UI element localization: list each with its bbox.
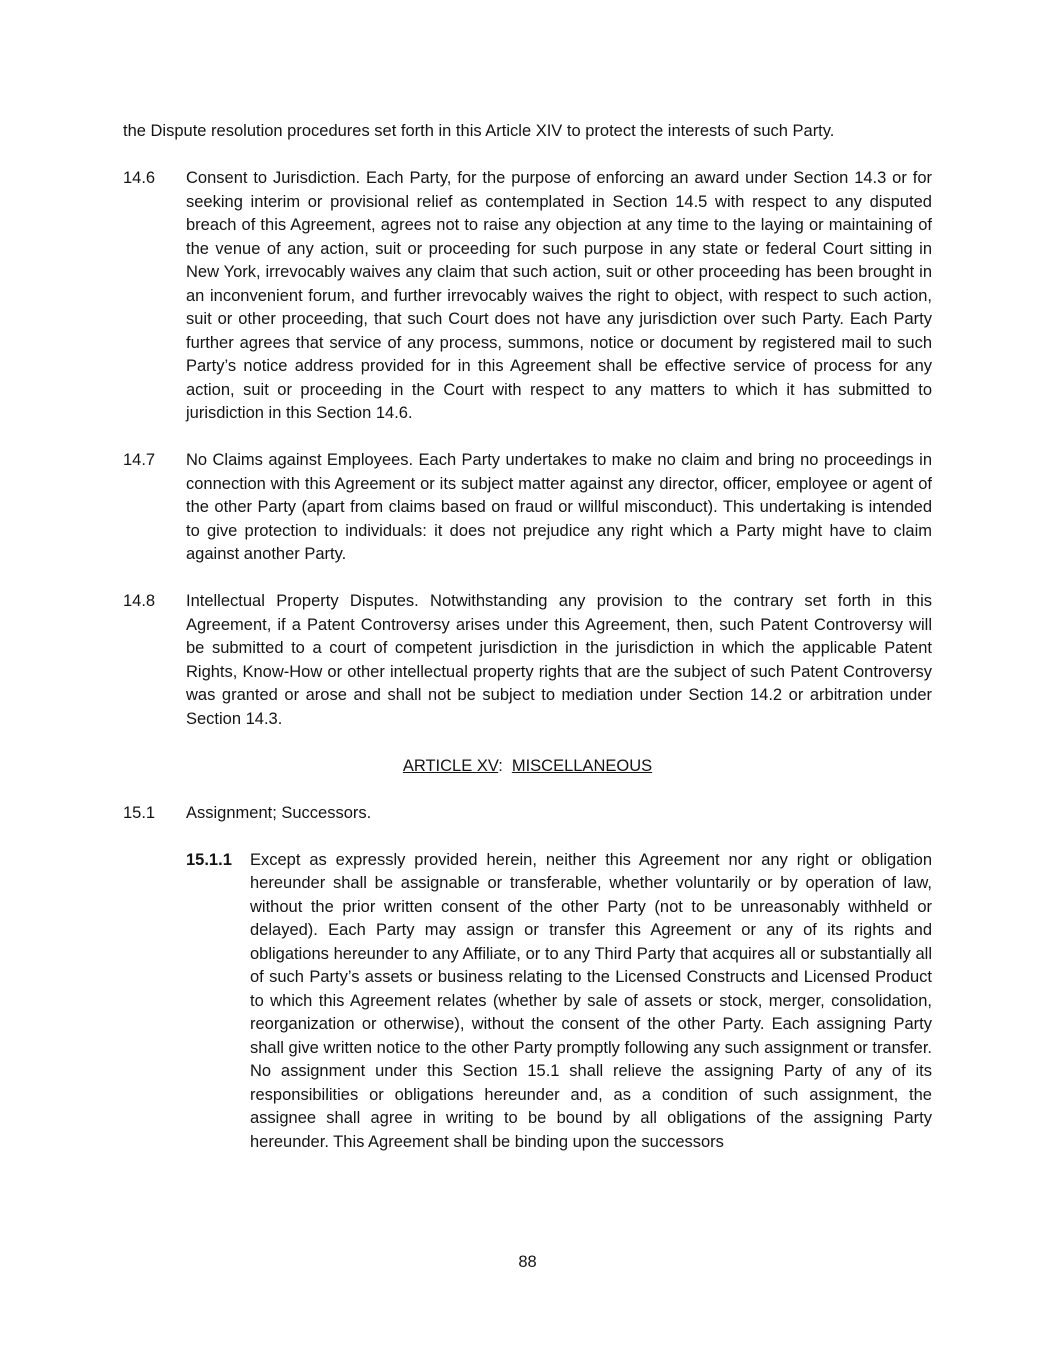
section-15-1 (123, 802, 932, 826)
section-14-8 (123, 590, 932, 731)
section-14-7 (123, 449, 932, 567)
section-number: 15.1 (123, 803, 156, 822)
paragraph-continuation: the Dispute resolution procedures set forth in this Article XIV to protect the interests of such Party. (123, 122, 835, 140)
section-text: Consent to Jurisdiction. Each Party, for the purpose of enforcing an award under Section 14.3 or for seeking interim or provisional relief as contemplated in Section 14.5 with respect to any disputed breach of this Agreement, agrees not to raise any objection at any time to the laying or maintaining of the venue of any action, suit or proceeding for such purpose in any state or federal Court sitting in New York, irrevocably waives any claim that such action, suit or other proceeding has been brought in an inconvenient forum, and further irrevocably waives the right to object, with respect to such action, suit or other proceeding, that such Court does not have any jurisdiction over such Party. Each Party further agrees that service of any process, summons, notice or document by registered mail to such Party’s notice address provided for in this Agreement shall be effective service of process for any action, suit or proceeding in the Court with respect to any matters to which it has submitted to jurisdiction in this Section 14.6. (186, 169, 932, 422)
section-text: Assignment; Successors. (186, 803, 372, 822)
section-text: No Claims against Employees. Each Party undertakes to make no claim and bring no proceedings in connection with this Agreement or its subject matter against any director, officer, employee or agent of the other Party (apart from claims based on fraud or willful misconduct). This undertaking is intended to give protection to individuals: it does not prejudice any right which a Party might have to claim against another Party. (186, 451, 932, 563)
section-number: 14.8 (123, 592, 156, 610)
subsection-text: Except as expressly provided herein, neither this Agreement nor any right or obligation hereunder shall be assignable or transferable, whether voluntarily or by operation of law, without the prior written consent of the other Party (not to be unreasonably withheld or delayed). Each Party may assign or transfer this Agreement or any of its rights and obligations hereunder to any Affiliate, or to any Third Party that acquires all or substantially all of such Party’s assets or business relating to the Licensed Constructs and Licensed Product to which this Agreement relates (whether by sale of assets or stock, merger, consolidation, reorganization or otherwise), without the consent of the other Party. Each assigning Party shall give written notice to the other Party promptly following any such assignment or transfer. No assignment under this Section 15.1 shall relieve the assigning Party of any of its responsibilities or obligations hereunder and, as a condition of such assignment, the assignee shall agree in writing to be bound by all obligations of the assigning Party hereunder. This Agreement shall be binding upon the successors (250, 850, 932, 1151)
section-number: 14.7 (123, 451, 156, 469)
subsection-number: 15.1.1 (186, 850, 232, 869)
article-heading-title: ARTICLE XV (402, 756, 499, 775)
article-heading-separator: : (498, 756, 503, 775)
section-number: 14.6 (123, 169, 156, 187)
subsection-15-1-1 (186, 849, 932, 1155)
section-text: Intellectual Property Disputes. Notwithstanding any provision to the contrary set forth in this Agreement, if a Patent Controversy arises under this Agreement, then, such Patent Controversy will be submitted to a court of competent jurisdiction in the jurisdiction in which the applicable Patent Rights, Know-How or other intellectual property rights that are the subject of such Patent Controversy was granted or arose and shall not be subject to mediation under Section 14.2 or arbitration under Section 14.3. (186, 592, 932, 728)
article-heading (123, 755, 932, 779)
page-number: 88 (518, 1253, 537, 1271)
article-heading-subtitle: MISCELLANEOUS (511, 756, 653, 775)
section-14-6 (123, 167, 932, 426)
